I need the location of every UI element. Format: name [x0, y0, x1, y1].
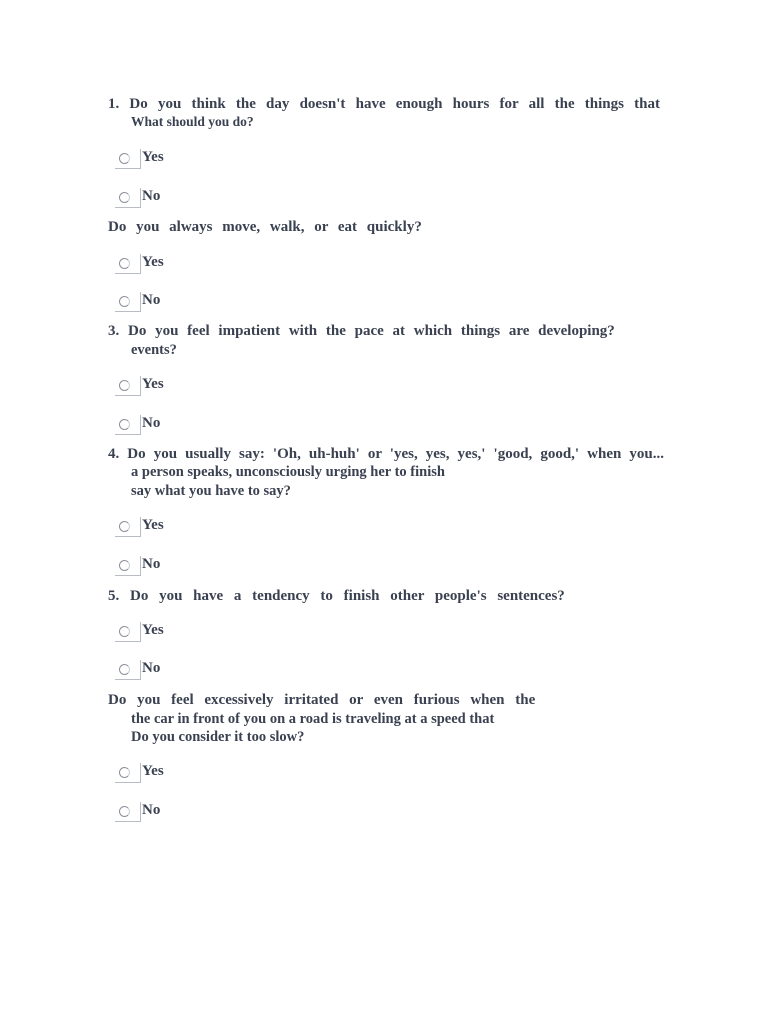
radio-circle-icon	[119, 521, 130, 532]
question-1-line-1: 1. Do you think the day doesn't have enough hours for all the things that	[108, 96, 660, 112]
question-3-line-2: events?	[131, 342, 177, 358]
option-label: No	[142, 801, 161, 818]
radio-button[interactable]	[115, 660, 141, 680]
question-4-line-1: 4. Do you usually say: 'Oh, uh-huh' or 'yes, yes, yes,' 'good, good,' when you...	[108, 446, 664, 462]
question-6-option-yes[interactable]	[115, 762, 164, 784]
radio-circle-icon	[119, 153, 130, 164]
option-label: No	[142, 555, 161, 572]
question-5-option-yes[interactable]	[115, 621, 164, 643]
question-6-line-1: Do you feel excessively irritated or even furious when the	[108, 692, 536, 708]
radio-circle-icon	[119, 664, 130, 675]
option-label: No	[142, 187, 161, 204]
option-label: No	[142, 659, 161, 676]
radio-circle-icon	[119, 560, 130, 571]
radio-button[interactable]	[115, 763, 141, 783]
radio-button[interactable]	[115, 556, 141, 576]
option-label: Yes	[142, 762, 164, 779]
radio-circle-icon	[119, 419, 130, 430]
radio-button[interactable]	[115, 517, 141, 537]
radio-button[interactable]	[115, 415, 141, 435]
question-3-option-no[interactable]	[115, 414, 160, 436]
radio-button[interactable]	[115, 188, 141, 208]
radio-button[interactable]	[115, 149, 141, 169]
question-1-option-no[interactable]	[115, 187, 160, 209]
question-5-option-no[interactable]	[115, 659, 160, 681]
question-6-option-no[interactable]	[115, 801, 160, 823]
option-label: Yes	[142, 516, 164, 533]
radio-circle-icon	[119, 380, 130, 391]
question-4-option-yes[interactable]	[115, 516, 164, 538]
option-label: Yes	[142, 375, 164, 392]
radio-circle-icon	[119, 767, 130, 778]
question-1-line-2: What should you do?	[131, 114, 254, 129]
question-2-option-yes[interactable]	[115, 253, 164, 275]
option-label: No	[142, 291, 161, 308]
option-label: Yes	[142, 621, 164, 638]
question-6-line-2: the car in front of you on a road is traveling at a speed that	[131, 711, 495, 727]
option-label: Yes	[142, 253, 164, 270]
question-6-line-3: Do you consider it too slow?	[131, 729, 305, 745]
question-2-line-1: Do you always move, walk, or eat quickly?	[108, 219, 422, 235]
radio-button[interactable]	[115, 376, 141, 396]
question-3-line-1: 3. Do you feel impatient with the pace at which things are developing?	[108, 323, 615, 339]
option-label: No	[142, 414, 161, 431]
radio-button[interactable]	[115, 254, 141, 274]
question-4-line-2: a person speaks, unconsciously urging her to finish	[131, 464, 445, 480]
question-3-option-yes[interactable]	[115, 375, 164, 397]
radio-button[interactable]	[115, 292, 141, 312]
radio-circle-icon	[119, 192, 130, 203]
question-1-option-yes[interactable]	[115, 148, 164, 170]
radio-button[interactable]	[115, 622, 141, 642]
question-5-line-1: 5. Do you have a tendency to finish other people's sentences?	[108, 588, 565, 604]
question-4-option-no[interactable]	[115, 555, 160, 577]
question-2-option-no[interactable]	[115, 291, 160, 313]
radio-circle-icon	[119, 806, 130, 817]
radio-circle-icon	[119, 296, 130, 307]
radio-circle-icon	[119, 258, 130, 269]
radio-button[interactable]	[115, 802, 141, 822]
radio-circle-icon	[119, 626, 130, 637]
question-4-line-3: say what you have to say?	[131, 483, 291, 499]
option-label: Yes	[142, 148, 164, 165]
